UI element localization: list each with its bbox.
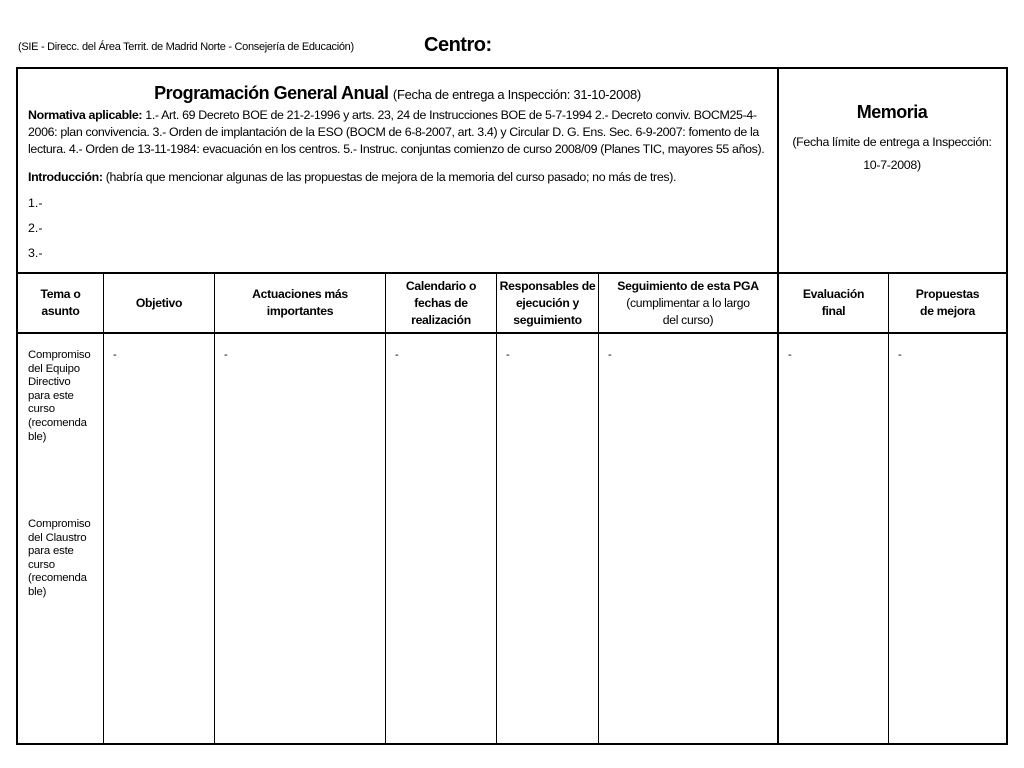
col-divider-5 <box>598 274 599 745</box>
normativa-paragraph <box>28 107 773 158</box>
memoria-delivery-date <box>788 131 996 177</box>
colhead-tema-l1: Tema o <box>40 287 81 301</box>
normativa-text: 1.- Art. 69 Decreto BOE de 21-2-1996 y arts. 23, 24 de Instrucciones BOE de 5-7-1994 2.- Decreto conviv. BOCM25-4-2006: plan convivencia. 3.- Orden de implantación de la ESO (BOCM de 6-8-2007, art. 3.4) y Circular D. G. Ens. Sec. 6-9-2007: fomento de la lectura. 4.- Orden de 13-11-1984: evacuación en los centros. 5.- Instruc. conjuntas comienzo de curso 2008/09 (Planes TIC, mayores 55 años). <box>28 108 765 156</box>
colhead-calendario-l2: fechas de <box>414 295 468 310</box>
colhead-seguimiento <box>599 274 777 332</box>
pga-form-table <box>16 67 1008 745</box>
colhead-propuestas-l2: de mejora <box>920 304 975 318</box>
colhead-calendario-l3: realización <box>411 312 471 327</box>
tema-claustro-l1: Compromiso <box>28 518 91 530</box>
colhead-objetivo <box>104 274 214 332</box>
divider-memoria <box>777 69 779 745</box>
tema-equipo-l1: Compromiso <box>28 349 91 361</box>
pga-delivery-date: (Fecha de entrega a Inspección: 31-10-2008) <box>392 87 641 102</box>
cell-actuaciones[interactable]: - <box>224 349 228 361</box>
pga-section <box>18 69 777 272</box>
col-divider-1 <box>103 274 104 745</box>
tema-claustro-l2: del Claustro <box>28 531 87 544</box>
introduccion-text: (habría que mencionar algunas de las propuestas de mejora de la memoria del curso pasado; no más de tres). <box>102 170 677 184</box>
cell-objetivo[interactable]: - <box>113 349 117 361</box>
cell-propuestas[interactable]: - <box>898 349 902 361</box>
colhead-evaluacion-l1: Evaluación <box>802 287 865 301</box>
tema-compromiso-equipo <box>28 349 102 444</box>
colhead-tema <box>18 274 103 332</box>
tema-compromiso-claustro <box>28 518 102 600</box>
header-sie: (SIE - Direcc. del Área Territ. de Madrid Norte - Consejería de Educación) <box>18 41 354 53</box>
tema-claustro-l5: (recomenda <box>28 572 87 585</box>
colhead-evaluacion <box>779 274 888 332</box>
tema-claustro-l3: para este <box>28 545 74 558</box>
colhead-responsables <box>497 274 598 332</box>
intro-item-2[interactable]: 2.- <box>28 221 43 235</box>
tema-equipo-l6: (recomenda <box>28 416 87 429</box>
cell-responsables[interactable]: - <box>506 349 510 361</box>
col-divider-3 <box>385 274 386 745</box>
colhead-propuestas-l1: Propuestas <box>915 287 980 301</box>
colhead-responsables-l3: seguimiento <box>513 312 582 327</box>
tema-equipo-l4: para este <box>28 389 74 402</box>
intro-item-1[interactable]: 1.- <box>28 196 43 210</box>
colhead-seguimiento-sub-l1: (cumplimentar a lo largo <box>626 295 750 310</box>
colhead-calendario <box>386 274 496 332</box>
colhead-propuestas <box>889 274 1006 332</box>
col-divider-2 <box>214 274 215 745</box>
colhead-responsables-l1: Responsables de <box>499 278 596 293</box>
memoria-date-line-2: 10-7-2008) <box>863 158 921 172</box>
memoria-date-line-1: (Fecha límite de entrega a Inspección: <box>792 135 992 149</box>
colhead-responsables-l2: ejecución y <box>515 295 580 310</box>
tema-equipo-l3: Directivo <box>28 376 71 389</box>
introduccion-label: Introducción: <box>28 170 103 184</box>
tema-equipo-l5: curso <box>28 403 55 416</box>
memoria-title: Memoria <box>856 102 928 122</box>
memoria-section <box>778 69 1006 272</box>
tema-claustro-l4: curso <box>28 558 55 571</box>
tema-equipo-l2: del Equipo <box>28 362 80 375</box>
colhead-tema-l2: asunto <box>41 304 80 318</box>
colhead-seguimiento-title: Seguimiento de esta PGA <box>617 278 759 293</box>
colhead-calendario-l1: Calendario o <box>405 278 477 293</box>
colhead-objetivo-label: Objetivo <box>135 295 183 310</box>
cell-calendario[interactable]: - <box>395 349 399 361</box>
col-divider-4 <box>496 274 497 745</box>
divider-column-headers <box>18 332 1006 334</box>
intro-item-3[interactable]: 3.- <box>28 246 43 260</box>
colhead-actuaciones-l1: Actuaciones más <box>252 287 348 301</box>
tema-equipo-l7: ble) <box>28 430 47 443</box>
pga-title-row <box>18 83 777 104</box>
header-centro-label: Centro: <box>424 34 492 56</box>
tema-claustro-l6: ble) <box>28 585 47 598</box>
introduccion-paragraph <box>28 169 773 186</box>
colhead-evaluacion-l2: final <box>821 304 846 318</box>
col-divider-6 <box>888 274 889 745</box>
pga-title: Programación General Anual <box>154 83 389 103</box>
normativa-label: Normativa aplicable: <box>28 108 143 122</box>
cell-seguimiento[interactable]: - <box>608 349 612 361</box>
colhead-seguimiento-sub-l2: del curso) <box>662 312 714 327</box>
colhead-actuaciones <box>215 274 385 332</box>
colhead-actuaciones-l2: importantes <box>266 304 334 318</box>
cell-evaluacion[interactable]: - <box>788 349 792 361</box>
